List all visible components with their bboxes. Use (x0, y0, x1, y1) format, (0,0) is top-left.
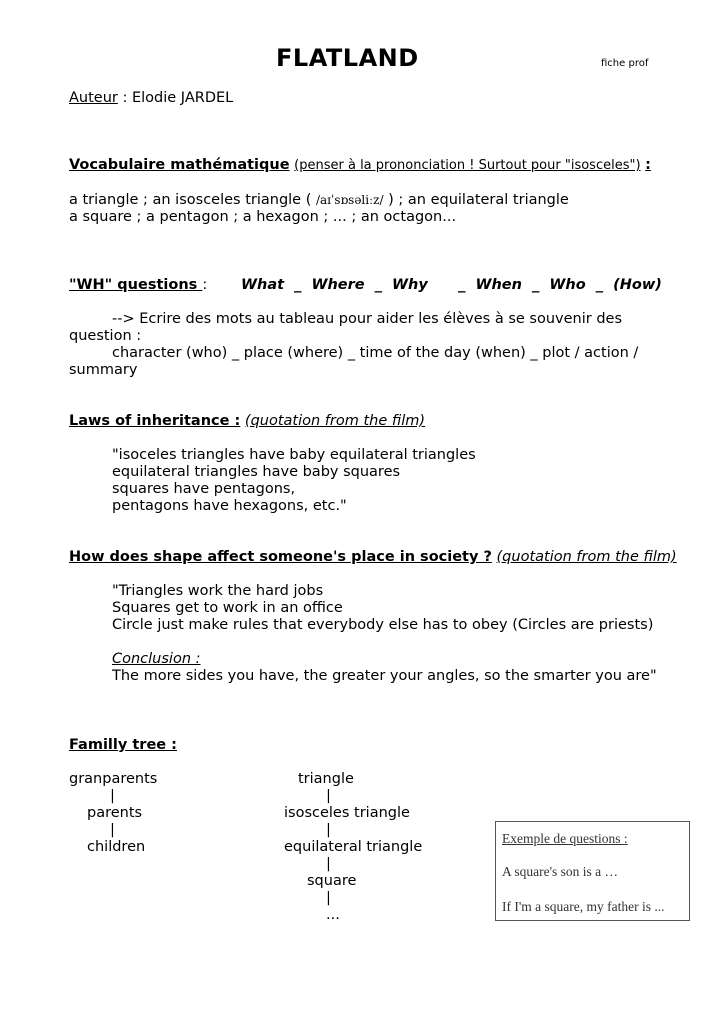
tree-right-node: equilateral triangle (284, 839, 423, 855)
conclusion-label: Conclusion : (112, 651, 201, 667)
document-tag: fiche prof (601, 58, 649, 69)
wh-heading-line (69, 277, 207, 293)
author-separator: : (117, 90, 132, 106)
wh-colon: : (202, 277, 208, 293)
example-questions-title: Exemple de questions : (502, 831, 628, 846)
tree-right-connector: | (326, 822, 331, 838)
vocab-line-1-start: a triangle ; an isosceles triangle ( (69, 192, 316, 208)
author-label: Auteur (69, 90, 118, 106)
vocab-note: (penser à la prononciation ! Surtout pour "isosceles") (294, 158, 641, 173)
wh-line-4: summary (69, 362, 138, 378)
example-question-1: A square's son is a … (502, 864, 619, 879)
conclusion-text: The more sides you have, the greater your angles, so the smarter you are" (112, 668, 657, 684)
shape-heading-line (69, 549, 677, 565)
wh-words: What _ Where _ Why _ When _ Who _ (How) (241, 277, 662, 293)
laws-subheading: (quotation from the film) (244, 413, 426, 429)
shape-quote-line: "Triangles work the hard jobs (112, 583, 324, 599)
vocab-heading: Vocabulaire mathématique (69, 157, 290, 173)
tree-right-node: isosceles triangle (284, 805, 410, 821)
shape-quote-line: Squares get to work in an office (112, 600, 343, 616)
author-line (69, 90, 233, 106)
tree-right-node: triangle (298, 771, 354, 787)
wh-line-2: question : (69, 328, 142, 344)
wh-line-3: character (who) _ place (where) _ time of the day (when) _ plot / action / (112, 345, 639, 361)
tree-left-node: children (87, 839, 146, 855)
family-tree-heading: Familly tree : (69, 737, 177, 753)
laws-quote-line: squares have pentagons, (112, 481, 296, 497)
tree-right-connector: | (326, 890, 331, 906)
tree-left-node: parents (87, 805, 143, 821)
tree-right-connector: | (326, 788, 331, 804)
tree-left-connector: | (110, 822, 115, 838)
laws-quote-line: equilateral triangles have baby squares (112, 464, 401, 480)
laws-quote-line: pentagons have hexagons, etc." (112, 498, 347, 514)
tree-right-connector: | (326, 856, 331, 872)
vocab-line-1 (69, 192, 569, 208)
wh-heading: "WH" questions (69, 277, 203, 293)
tree-right-node: square (307, 873, 357, 889)
vocab-line-1-end: ) ; an equilateral triangle (383, 192, 569, 208)
shape-quote-line: Circle just make rules that everybody else has to obey (Circles are priests) (112, 617, 654, 633)
laws-quote-line: "isoceles triangles have baby equilateral triangles (112, 447, 476, 463)
laws-heading-line (69, 413, 425, 429)
tree-left-connector: | (110, 788, 115, 804)
vocab-heading-line (69, 157, 651, 173)
phonetic-transcription: /aɪˈsɒsəliːz/ (315, 193, 384, 207)
author-name: Elodie JARDEL (131, 90, 234, 106)
example-question-2: If I'm a square, my father is ... (502, 899, 665, 914)
example-questions-box (495, 821, 690, 921)
document-title: FLATLAND (276, 44, 419, 72)
shape-heading: How does shape affect someone's place in society ? (69, 549, 492, 565)
vocab-colon: : (645, 157, 651, 173)
wh-line-1: --> Ecrire des mots au tableau pour aider les élèves à se souvenir des (112, 311, 623, 327)
laws-heading: Laws of inheritance : (69, 413, 241, 429)
tree-left-node: granparents (69, 771, 158, 787)
tree-right-node: ... (326, 907, 340, 923)
shape-subheading: (quotation from the film) (496, 549, 677, 565)
vocab-line-2: a square ; a pentagon ; a hexagon ; ... ; an octagon... (69, 209, 457, 225)
